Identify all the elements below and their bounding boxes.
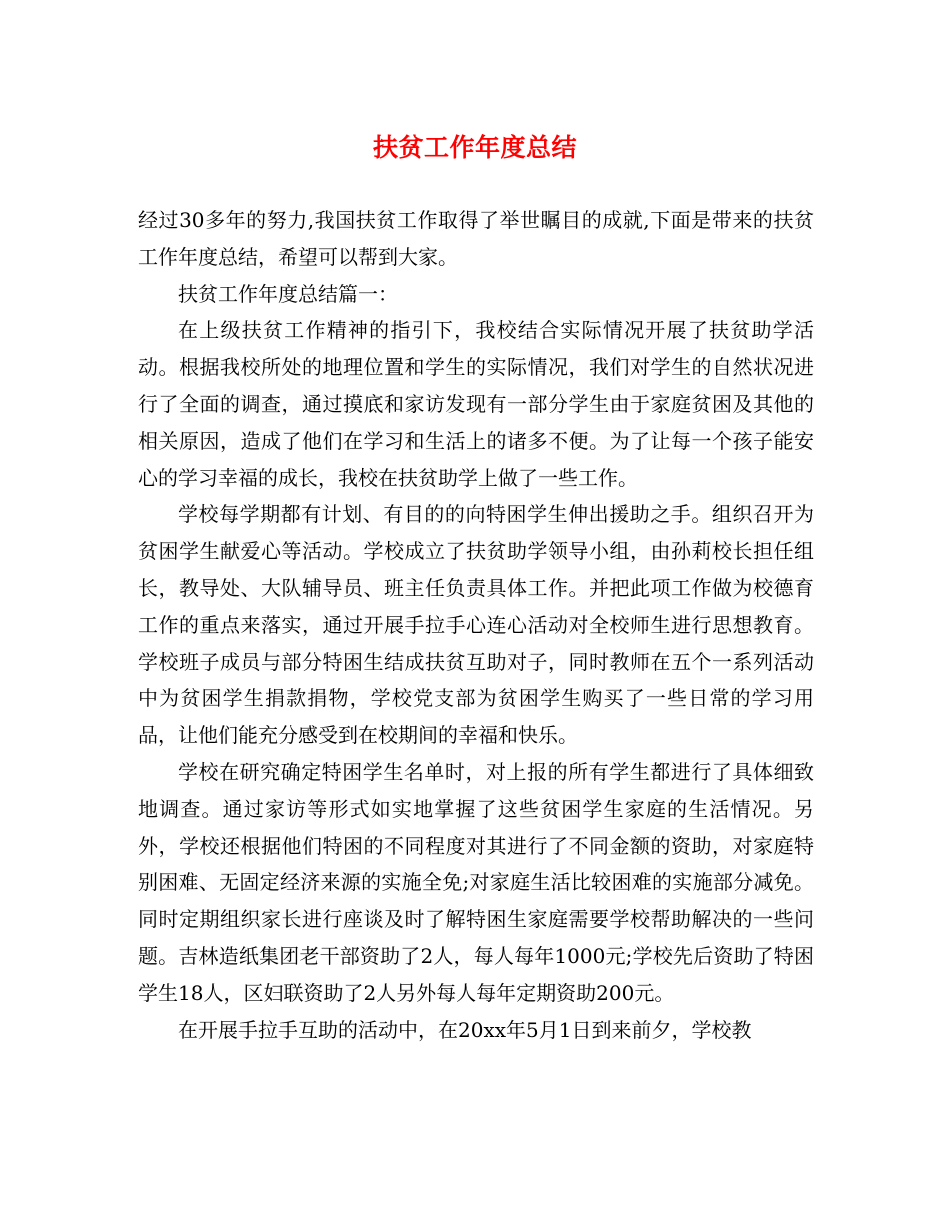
- paragraph: 在上级扶贫工作精神的指引下，我校结合实际情况开展了扶贫助学活动。根据我校所处的地理位置和学生的实际情况，我们对学生的自然状况进行了全面的调查，通过摸底和家访发现有一部分学生由于家庭贫困及其他的相关原因，造成了他们在学习和生活上的诸多不便。为了让每一个孩子能安心的学习幸福的成长，我校在扶贫助学上做了一些工作。: [138, 318, 814, 490]
- paragraph: 扶贫工作年度总结篇一：: [178, 281, 398, 306]
- document-body: [138, 202, 814, 1048]
- paragraph: 学校在研究确定特困学生名单时，对上报的所有学生都进行了具体细致地调查。通过家访等形式如实地掌握了这些贫困学生家庭的生活情况。另外，学校还根据他们特困的不同程度对其进行了不同金额的资助，对家庭特别困难、无固定经济来源的实施全免;对家庭生活比较困难的实施部分减免。同时定期组织家长进行座谈及时了解特困生家庭需要学校帮助解决的一些问题。吉林造纸集团老干部资助了2人，每人每年1000元;学校先后资助了特困学生18人，区妇联资助了2人另外每人每年定期资助200元。: [138, 759, 814, 1005]
- paragraph: 在开展手拉手互助的活动中，在20xx年5月1日到来前夕，学校教: [178, 1017, 752, 1042]
- document-title: 扶贫工作年度总结: [372, 133, 577, 162]
- paragraph: 学校每学期都有计划、有目的的向特困学生伸出援助之手。组织召开为贫困学生献爱心等活动。学校成立了扶贫助学领导小组，由孙莉校长担任组长，教导处、大队辅导员、班主任负责具体工作。并把此项工作做为校德育工作的重点来落实，通过开展手拉手心连心活动对全校师生进行思想教育。学校班子成员与部分特困生结成扶贫互助对子，同时教师在五个一系列活动中为贫困学生捐款捐物，学校党支部为贫困学生购买了一些日常的学习用品，让他们能充分感受到在校期间的幸福和快乐。: [138, 502, 814, 748]
- paragraph: 经过30多年的努力,我国扶贫工作取得了举世瞩目的成就,下面是带来的扶贫工作年度总结，希望可以帮到大家。: [138, 208, 814, 269]
